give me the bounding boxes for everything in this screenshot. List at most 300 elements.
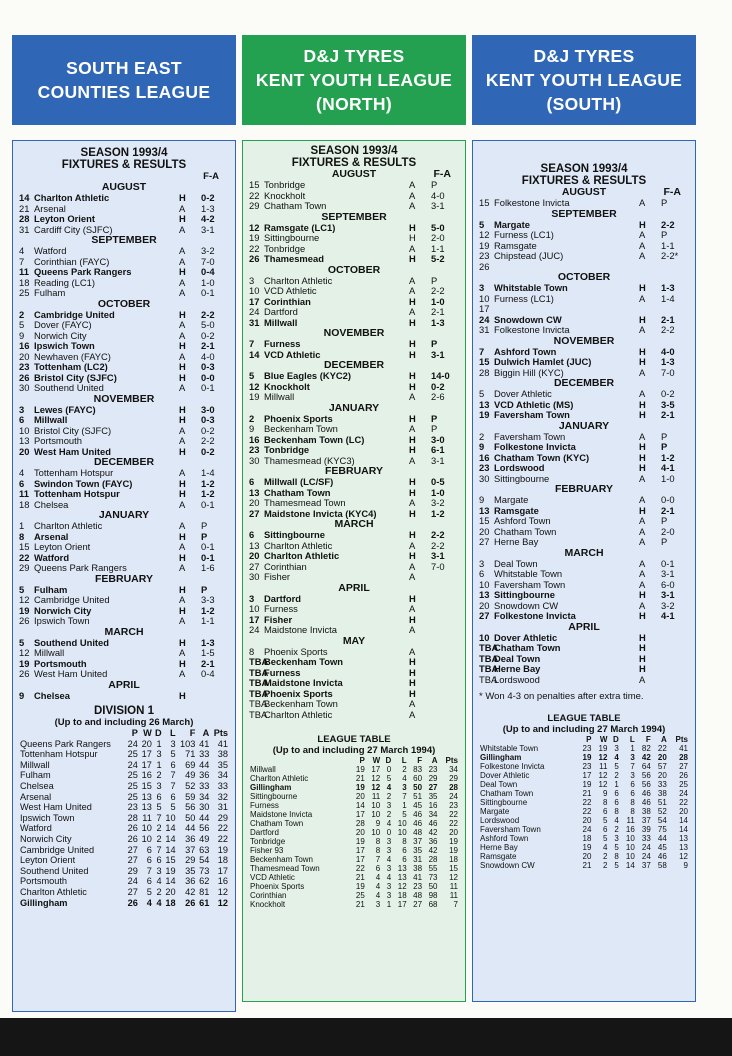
stat-cell: 23	[582, 762, 592, 771]
fixture-opponent: Beckenham Town (LC)	[264, 434, 365, 445]
fixture-row	[19, 616, 229, 627]
fixture-row	[249, 678, 459, 689]
stat-cell: 0	[386, 765, 392, 774]
fixture-row	[19, 288, 229, 299]
table-row	[249, 765, 459, 774]
stat-cell: 27	[127, 855, 138, 866]
fixture-score: 4-1	[661, 462, 675, 473]
fixture-date: 11	[19, 488, 29, 499]
fixture-score: 1-3	[431, 316, 445, 328]
fixture-date: 10	[479, 631, 490, 643]
fixture-venue: H	[639, 409, 646, 420]
stat-cell: 13	[141, 791, 152, 802]
fixture-venue	[639, 304, 661, 315]
fixture-score	[201, 691, 229, 702]
fixture-row	[249, 551, 459, 562]
fixture-opponent: Ashford Town	[494, 346, 557, 357]
stat-cell: 20	[165, 886, 176, 897]
sec-table-subtitle: (Up to and including 26 March)	[54, 717, 194, 728]
stat-cell: 8	[630, 798, 635, 807]
fixture-score: 4-0	[431, 189, 445, 201]
fixture-date: 15	[479, 197, 490, 208]
fixture-score: 4-0	[201, 350, 215, 362]
team-name: Leyton Orient	[20, 855, 76, 866]
fixture-venue: H	[409, 433, 416, 445]
fixture-date: TBA	[249, 677, 269, 688]
fixture-opponent: VCD Athletic (MS)	[494, 399, 574, 410]
table-header-cell: P	[586, 735, 592, 744]
sec-fixtures	[19, 182, 229, 701]
fixture-row	[19, 532, 229, 543]
stat-cell: 9	[683, 861, 688, 870]
stat-cell: 10	[371, 828, 381, 837]
fixture-date: 24	[249, 306, 260, 317]
fixture-date: 10	[479, 292, 490, 304]
fixture-date: 16	[19, 340, 30, 351]
table-row	[479, 834, 689, 843]
table-header-cell: D	[613, 735, 619, 744]
fixture-date: 31	[19, 223, 30, 235]
fixture-opponent: Thamesmead Town	[264, 498, 346, 508]
team-name: Arsenal	[20, 791, 52, 802]
fixture-venue: A	[639, 239, 646, 251]
stat-cell: 3	[156, 749, 162, 760]
fixture-date: 7	[479, 345, 485, 357]
fixture-venue: H	[179, 604, 186, 616]
fixture-row	[479, 283, 689, 294]
fixture-venue: A	[409, 179, 416, 190]
fixture-row	[479, 463, 689, 474]
stat-cell: 26	[185, 897, 196, 908]
fixture-score: 2-2	[661, 218, 675, 230]
team-name: Maidstone Invicta	[250, 810, 313, 819]
fixture-opponent: Tonbridge	[264, 445, 310, 455]
north-header-line-1: D&J TYRES	[303, 46, 405, 66]
fixture-score: 3-2	[201, 245, 215, 256]
fixture-date: TBA	[479, 652, 499, 664]
stat-cell: 18	[582, 834, 592, 843]
stat-cell: 8	[614, 807, 619, 816]
table-row	[479, 843, 689, 852]
fixture-opponent: Portsmouth	[34, 436, 82, 446]
table-row	[19, 876, 229, 887]
sec-table-title: DIVISION 1	[93, 705, 155, 717]
stat-cell: 30	[199, 802, 210, 813]
fixture-venue: A	[639, 568, 646, 579]
fixture-opponent: Folkestone Invicta	[494, 442, 576, 452]
fixture-score: 2-1	[661, 409, 675, 420]
fixture-score: 4-1	[661, 610, 675, 621]
fixture-venue: H	[179, 371, 186, 383]
fixture-row	[479, 442, 689, 453]
fixture-date: TBA	[249, 656, 269, 667]
fixture-date: 4	[19, 245, 25, 256]
fixture-date: 3	[249, 274, 255, 286]
stat-cell: 45	[657, 843, 667, 852]
fixture-opponent: Charlton Athletic	[34, 521, 103, 531]
fixture-date: 3	[479, 557, 485, 569]
stat-cell: 6	[146, 876, 152, 887]
fixture-opponent: Phoenix Sports	[264, 646, 328, 657]
fixture-score: 1-1	[661, 239, 675, 251]
fixture-venue: H	[179, 445, 186, 457]
fixture-venue: A	[179, 245, 186, 256]
stat-cell: 6	[614, 798, 619, 807]
team-name: Ramsgate	[480, 852, 517, 861]
stat-cell: 49	[199, 833, 210, 844]
stat-cell: 6	[170, 791, 176, 802]
fixture-date: 23	[19, 361, 30, 372]
fixture-opponent: Sittingbourne	[494, 473, 550, 484]
fixture-date: 5	[479, 218, 485, 230]
fixture-opponent: Deal Town	[494, 653, 541, 664]
fixture-opponent: Thamesmead (KYC3)	[264, 455, 355, 466]
stat-cell: 16	[428, 801, 438, 810]
fixture-score: 3-1	[201, 223, 215, 235]
stat-cell: 54	[657, 816, 667, 825]
fixture-row	[19, 659, 229, 670]
fixture-opponent: Swindon Town (FAYC)	[34, 478, 133, 489]
stat-cell: 22	[679, 798, 688, 807]
stat-cell: 14	[165, 833, 176, 844]
fixture-row	[19, 436, 229, 447]
fixture-row	[479, 198, 689, 209]
fixture-venue: H	[409, 370, 416, 381]
stat-cell: 23	[449, 801, 458, 810]
month-heading: NOVEMBER	[323, 327, 385, 339]
fixture-score	[431, 699, 459, 710]
fixture-opponent: Beckenham Town	[264, 657, 344, 667]
fixture-opponent: Faversham Town	[494, 410, 570, 420]
stat-cell: 20	[582, 816, 592, 825]
fixture-row	[19, 542, 229, 553]
stat-cell: 18	[397, 891, 407, 900]
fixture-opponent: Beckenham Town	[264, 424, 338, 434]
fixture-score	[431, 625, 459, 636]
stat-cell: 10	[397, 819, 407, 828]
fixture-date: 19	[479, 409, 490, 420]
stat-cell: 34	[449, 765, 458, 774]
fixture-venue: H	[179, 689, 186, 701]
table-row	[19, 739, 229, 750]
fixture-score: 1-2	[661, 451, 675, 463]
month-heading: JANUARY	[98, 509, 150, 521]
fixture-opponent: Tottenham Hotspur	[34, 468, 114, 478]
team-name: Portsmouth	[20, 876, 67, 887]
stat-cell: 37	[413, 837, 423, 846]
table-row	[19, 749, 229, 760]
fixture-opponent: Folkestone Invicta	[494, 611, 576, 621]
team-name: Phoenix Sports	[250, 882, 305, 891]
fixture-opponent: Fisher	[264, 614, 293, 625]
fixture-opponent: Deal Town	[494, 558, 538, 569]
fixture-row	[249, 286, 459, 297]
table-row	[479, 798, 689, 807]
fixture-row	[249, 477, 459, 488]
table-header-cell: L	[401, 756, 407, 765]
stat-cell: 83	[413, 765, 423, 774]
stat-cell: 6	[170, 759, 176, 770]
table-row	[249, 891, 459, 900]
stat-cell: 5	[156, 802, 162, 813]
table-row	[479, 861, 689, 870]
fixture-date: 24	[479, 313, 490, 325]
fixture-score: 4-2	[201, 213, 215, 224]
fixture-opponent: Sittingbourne	[264, 530, 325, 540]
fixture-opponent: Dartford	[264, 593, 301, 604]
fixture-date: 13	[249, 539, 260, 551]
fixture-date: 8	[249, 645, 255, 657]
stat-cell: 22	[582, 798, 592, 807]
fixture-row	[479, 590, 689, 601]
stat-cell: 56	[641, 780, 651, 789]
stat-cell: 19	[582, 753, 592, 762]
stat-cell: 19	[355, 783, 365, 792]
fixture-score: P	[201, 583, 208, 595]
stat-cell: 3	[375, 900, 381, 909]
fixture-venue: H	[179, 657, 186, 669]
team-name: Charlton Athletic	[250, 774, 309, 783]
fixture-date: 6	[479, 568, 485, 579]
fixture-opponent: Ashford Town	[494, 516, 551, 526]
stat-cell: 7	[630, 762, 635, 771]
team-name: Dover Athletic	[480, 771, 530, 780]
stat-cell: 52	[657, 807, 667, 816]
fixture-score: 2-0	[431, 232, 445, 243]
stat-cell: 20	[582, 852, 592, 861]
fixture-venue: H	[639, 282, 646, 293]
fixture-venue: H	[409, 529, 416, 540]
fixture-date: 3	[479, 282, 485, 293]
table-row	[479, 807, 689, 816]
fixture-row	[249, 414, 459, 425]
fixture-score: 1-3	[661, 282, 675, 293]
fixture-opponent: Chatham Town	[494, 526, 557, 537]
stat-cell: 33	[657, 780, 667, 789]
fixture-row	[479, 453, 689, 464]
team-name: Queens Park Rangers	[20, 738, 111, 749]
stat-cell: 21	[355, 900, 365, 909]
fixture-date: 19	[249, 232, 260, 243]
sec-column	[12, 35, 236, 125]
fixture-row	[19, 267, 229, 278]
fixture-row	[249, 276, 459, 287]
stat-cell: 41	[413, 873, 423, 882]
stat-cell: 2	[602, 852, 608, 861]
fixture-row	[249, 710, 459, 721]
fixture-venue: A	[639, 197, 646, 208]
fixture-score: P	[201, 530, 208, 542]
fixture-opponent: Blue Eagles (KYC2)	[264, 371, 352, 381]
fixture-score: 1-4	[661, 292, 675, 304]
table-row	[19, 813, 229, 824]
fixture-score: 0-1	[201, 551, 215, 563]
fixture-row	[479, 220, 689, 231]
stat-cell: 2	[156, 833, 162, 844]
table-row	[19, 760, 229, 771]
fixture-venue: H	[409, 295, 416, 307]
stat-cell: 2	[156, 770, 162, 781]
fixture-row	[479, 580, 689, 591]
table-header-cell: W	[372, 756, 381, 765]
stat-cell: 20	[449, 828, 458, 837]
stat-cell: 1	[402, 801, 407, 810]
stat-cell: 23	[127, 802, 138, 813]
fixture-row	[19, 310, 229, 321]
fixture-venue: A	[409, 285, 416, 296]
fixture-date: 31	[249, 316, 260, 328]
fixture-score: 2-2	[431, 285, 445, 296]
fixture-opponent: Knockholt	[264, 381, 310, 392]
fixture-score: 2-1	[431, 306, 445, 317]
fixture-venue: H	[639, 313, 646, 325]
month-heading: FEBRUARY	[325, 465, 383, 477]
fixture-row	[479, 675, 689, 686]
stat-cell: 44	[199, 812, 210, 823]
stat-cell: 4	[386, 873, 392, 882]
fixture-score: 0-2	[201, 192, 215, 203]
stat-cell: 7	[402, 792, 407, 801]
fixture-opponent: Southend United	[34, 383, 104, 393]
stat-cell: 36	[185, 833, 196, 844]
stat-cell: 29	[449, 774, 458, 783]
fixture-row	[249, 254, 459, 265]
stat-cell: 103	[180, 738, 196, 749]
fixture-venue: H	[409, 253, 416, 264]
table-row	[249, 774, 459, 783]
fixture-date: TBA	[479, 663, 499, 674]
fixture-score	[431, 604, 459, 615]
fixture-venue: A	[409, 708, 416, 720]
fixture-date: 12	[19, 647, 30, 658]
stat-cell: 14	[165, 844, 176, 855]
table-row	[19, 792, 229, 803]
fixture-opponent: Chatham Town	[264, 201, 327, 211]
stat-cell: 12	[679, 852, 688, 861]
stat-cell: 9	[602, 789, 608, 798]
team-name: Chatham Town	[250, 819, 304, 828]
fixture-score: 7-0	[661, 366, 675, 378]
stat-cell: 46	[641, 789, 651, 798]
fixture-date: 18	[19, 276, 30, 288]
stat-cell: 36	[199, 770, 210, 781]
stat-cell: 35	[428, 792, 438, 801]
fixture-venue: H	[639, 652, 646, 664]
north-header-line-3: (NORTH)	[316, 94, 392, 114]
fixture-opponent: Whitstable Town	[494, 283, 568, 293]
fixture-score: P	[431, 423, 438, 434]
stat-cell: 5	[170, 749, 176, 760]
stat-cell: 11	[371, 792, 381, 801]
stat-cell: 46	[413, 819, 423, 828]
fixture-venue: H	[639, 218, 646, 230]
stat-cell: 50	[413, 783, 423, 792]
fixture-row	[479, 611, 689, 622]
stat-cell: 24	[127, 759, 138, 770]
fixture-row	[249, 445, 459, 456]
fixture-date: 15	[249, 179, 260, 190]
fixture-row	[249, 244, 459, 255]
stat-cell: 25	[355, 891, 365, 900]
stat-cell: 22	[217, 833, 228, 844]
fixture-row	[479, 389, 689, 400]
month-heading: APRIL	[108, 678, 140, 691]
stat-cell: 26	[127, 897, 138, 908]
table-header-cell: P	[359, 756, 365, 765]
stat-cell: 22	[449, 819, 458, 828]
table-row	[249, 810, 459, 819]
team-name: Tottenham Hotspur	[20, 749, 98, 760]
stat-cell: 24	[641, 852, 651, 861]
fixture-row	[19, 468, 229, 479]
fixture-venue: H	[639, 631, 646, 643]
fixture-date: 30	[479, 472, 490, 484]
fixture-date: 30	[249, 454, 260, 466]
fixture-date: 2	[19, 308, 25, 320]
fixture-row	[19, 563, 229, 574]
stat-cell: 5	[170, 802, 176, 813]
fixture-row	[19, 373, 229, 384]
south-season-title: SEASON 1993/4	[540, 163, 628, 175]
fixture-score: 0-4	[201, 266, 215, 277]
fixture-date: 12	[479, 229, 490, 240]
fixture-opponent: Portsmouth	[34, 658, 87, 669]
team-name: Dartford	[250, 828, 279, 837]
stat-cell: 73	[199, 865, 210, 876]
fixture-row	[249, 435, 459, 446]
fixture-opponent: Ramsgate	[494, 505, 539, 516]
fixture-row	[19, 638, 229, 649]
fixture-date: 17	[249, 613, 260, 625]
stat-cell: 3	[386, 837, 392, 846]
fixture-score: P	[661, 197, 668, 208]
stat-cell: 13	[679, 834, 688, 843]
stat-cell: 29	[428, 774, 438, 783]
fixture-venue: A	[179, 329, 186, 341]
stat-cell: 44	[657, 834, 667, 843]
fixture-opponent: Millwall (LC/SF)	[264, 477, 334, 487]
fixture-opponent: Margate	[494, 495, 529, 505]
table-row	[19, 802, 229, 813]
stat-cell: 17	[397, 900, 407, 909]
table-row	[249, 792, 459, 801]
fixture-row	[249, 699, 459, 710]
stat-cell: 17	[355, 846, 365, 855]
stat-cell: 7	[156, 812, 162, 823]
stat-cell: 16	[625, 825, 635, 834]
fixture-date: 7	[249, 338, 255, 349]
fixture-venue: A	[179, 498, 186, 510]
fixture-row	[479, 516, 689, 527]
stat-cell: 36	[185, 876, 196, 887]
team-name: Margate	[480, 807, 510, 816]
fixture-score: P	[431, 338, 438, 349]
stat-cell: 6	[156, 791, 162, 802]
stat-cell: 37	[641, 861, 651, 870]
fixture-opponent: Charlton Athletic	[264, 551, 340, 561]
month-heading: MARCH	[564, 546, 604, 559]
sec-fa-label: F-A	[203, 171, 219, 182]
table-row	[479, 744, 689, 753]
fixture-date: 23	[479, 250, 490, 261]
fixture-opponent: Chatham Town (KYC)	[494, 452, 590, 463]
month-heading: MARCH	[334, 518, 374, 530]
fixture-score: 3-0	[431, 433, 445, 445]
stat-cell: 12	[371, 774, 381, 783]
fixture-opponent: Cambridge United	[34, 309, 115, 320]
stat-cell: 21	[355, 873, 365, 882]
fixture-opponent: Corinthian	[264, 561, 307, 572]
